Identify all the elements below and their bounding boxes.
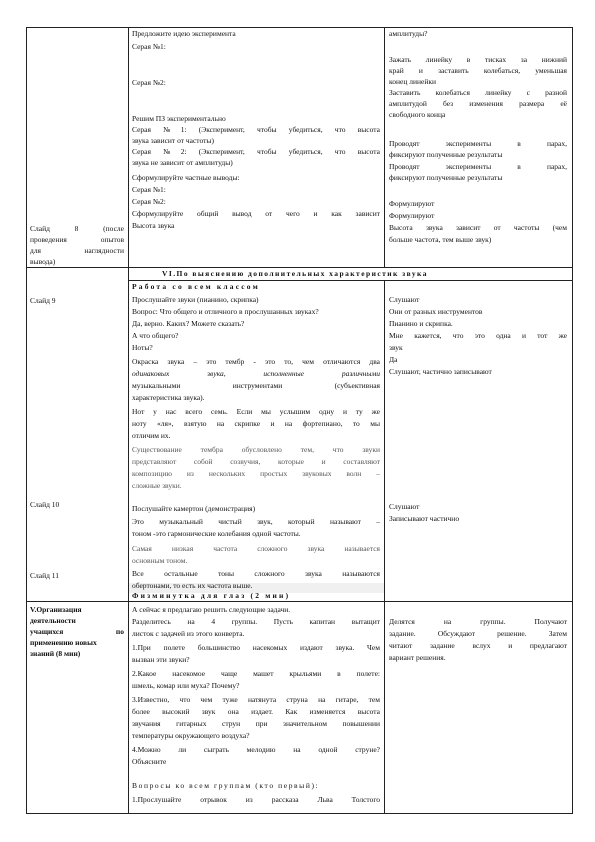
pure-tone-line2: тоном -это гармонические колебания одной частоты.	[132, 529, 301, 538]
task3-line1: 3.Известно, что чем туже натянута струна на гитаре, тем	[132, 696, 380, 704]
table-right-border	[572, 27, 573, 814]
slide8-label-line1: Слайд 8 (после	[30, 225, 124, 233]
tuning-fork: Послушайте камертон (демонстрация)	[132, 504, 256, 513]
overtones-line1: Все остальные тоны сложного звука называются	[132, 570, 380, 578]
fundamental-line1: Самая низкая частота сложного звука называется	[132, 545, 380, 553]
row1-right-clamp-line2: край и заставить колебаться, уменьшая	[389, 67, 567, 75]
table-top-border	[26, 27, 572, 28]
r2-piano-violin: Пианино и скрипка.	[389, 319, 453, 328]
row1-right-clamp-line3: конец линейки	[389, 77, 437, 86]
notes-line3: отличим их.	[132, 431, 171, 440]
table-left-border	[26, 27, 27, 814]
yes-right: Да, верно. Каких? Можете сказать?	[132, 319, 245, 328]
task3-line4: температуры окружающего воздуха?	[132, 731, 250, 740]
row1-right-exp1-line2: фиксируют полученные результаты	[389, 150, 503, 159]
row1-exp2-line2: звука не зависит от амплитуды)	[132, 158, 233, 167]
slide8-label-line3: для наглядности	[30, 247, 124, 255]
row1-right-exp2-line2: фиксируют полученные результаты	[389, 173, 503, 182]
row1-solve: Решим ПЗ экспериментально	[132, 114, 226, 123]
task4-line1: 4.Можно ли сыграть мелодию на одной струне?	[132, 746, 380, 754]
row1-exp2-line1: Серая №2: (Эксперимент, чтобы убедиться, что высота	[132, 148, 380, 156]
section5-line2: деятельности	[30, 616, 76, 625]
tasks-intro: А сейчас я предлагаю решить следующие задачи.	[132, 605, 291, 614]
notes-line2: ноту «ля», взятую на скрипке и на фортепиано, то мы	[132, 420, 380, 428]
section5-line4: применению новых	[30, 638, 97, 647]
row1-right-ampl-line1: Заставить колебаться линейку с разной	[389, 89, 567, 97]
task3-line3: звучания гитарных струн при значительном повышении	[132, 720, 380, 728]
work-class-title: Работа со всем классом	[132, 282, 260, 291]
r2-instruments: Они от разных инструментов	[389, 307, 483, 316]
row-divider-section6	[26, 267, 572, 268]
fundamental-line2: основным тоном.	[132, 556, 188, 565]
tolstoy-task: 1.Прослушайте отрывок из рассказа Льва Толстого	[132, 796, 380, 804]
row1-general-conclusion: Сформулируйте общий вывод от чего и как зависит	[132, 210, 380, 218]
slide8-label-line4: вывода)	[30, 257, 56, 266]
r2-write-partially: Записывают частично	[389, 514, 460, 523]
exist-line1: Существование тембра обусловлено тем, что звуки	[132, 446, 380, 454]
listen-sounds: Прослушайте звуки (пианино, скрипка)	[132, 295, 259, 304]
r2-yes: Да	[389, 355, 398, 364]
row1-concl-group2: Серая №2:	[132, 197, 166, 206]
timbre-def-line2: одинаковых звука, исполненные различными	[132, 370, 380, 378]
row1-group2: Серая №2:	[132, 78, 166, 87]
row1-right-formulate2: Формулируют	[389, 211, 435, 220]
row1-right-amplitude: амплитуды?	[389, 29, 428, 38]
r2-listen-2: Слушают	[389, 502, 420, 511]
task3-line2: более высокий звук она издает. Как изменяется высота	[132, 708, 380, 716]
slide10-label: Слайд 10	[30, 500, 60, 509]
row1-right-ampl-line3: свободного конца	[389, 110, 446, 119]
row1-exp1-line1: Серая №1: (Эксперимент, чтобы убедиться, что высота	[132, 126, 380, 134]
section5-line5: знаний (8 мин)	[30, 649, 81, 658]
pure-tone-line1: Это музыкальный чистый звук, который называют –	[132, 518, 380, 526]
slide9-label: Слайд 9	[30, 296, 56, 305]
row1-pitch: Высота звука	[132, 221, 175, 230]
exist-line3: композицию из нескольких простых звуковых волн –	[132, 470, 380, 478]
timbre-def-line1: Окраска звука – это тембр - это то, чем отличаются два	[132, 358, 380, 366]
row1-right-ampl-line2: амплитудой без изменения размера её	[389, 100, 567, 108]
section5-line1: V.Организация	[30, 605, 82, 614]
row1-partial-conclusions: Сформулируйте частные выводы:	[132, 173, 240, 182]
r2-listen-partially: Слушают, частично записывают	[389, 367, 492, 376]
row1-exp1-line2: звука зависит от частоты)	[132, 136, 214, 145]
section5-line3: учащихся по	[30, 628, 124, 636]
question-common: Вопрос: Что общего и отличного в прослушанных звуках?	[132, 307, 319, 316]
slide8-label-line2: проведения опытов	[30, 236, 124, 244]
row-divider-section6-bottom	[128, 280, 572, 281]
row1-right-answer-line1: Высота звука зависит от частоты (чем	[389, 224, 567, 232]
overtones-line2: обертонами, то есть их частота выше.	[132, 581, 253, 590]
task2-line1: 2.Какое насекомое чаще машет крыльями в полете:	[132, 670, 380, 678]
r3-groups-line1: Делятся на группы. Получают	[389, 618, 567, 626]
r3-groups-line3: читают задание вслух и предлагают	[389, 642, 567, 650]
col-divider-1	[128, 27, 129, 814]
slide11-label: Слайд 11	[30, 571, 60, 580]
r2-same-sound-line1: Мне кажется, что это одна и тот же	[389, 332, 567, 340]
timbre-def-line3: музыкальными инструментами (субъективная	[132, 382, 380, 390]
eye-exercise: Физминутка для глаз (2 мин)	[132, 591, 291, 600]
idea-prompt: Предложите идею эксперимента	[132, 29, 236, 38]
col-divider-2b	[384, 280, 385, 814]
what-common: А что общего?	[132, 331, 179, 340]
row1-right-answer-line2: больше частота, тем выше звук)	[389, 235, 492, 244]
exist-line4: сложные звуки.	[132, 481, 182, 490]
split-groups: Разделитесь на 4 группы. Пусть капитан вытащит	[132, 618, 380, 626]
task4-line2: Объясните	[132, 757, 167, 766]
col-divider-2	[384, 27, 385, 267]
task1-line1: 1.При полете большинство насекомых издают звука. Чем	[132, 644, 380, 652]
r3-groups-line4: вариант решения.	[389, 653, 446, 662]
row1-right-formulate1: Формулируют	[389, 199, 435, 208]
r3-groups-line2: задание. Обсуждают решение. Затем	[389, 630, 567, 638]
row1-right-exp2-line1: Проводят эксперименты в парах,	[389, 163, 567, 171]
row1-right-exp1-line1: Проводят эксперименты в парах,	[389, 140, 567, 148]
task2-line2: шмель, комар или муха? Почему?	[132, 681, 240, 690]
questions-all-groups: Вопросы ко всем группам (кто первый):	[132, 781, 320, 790]
row1-group1: Серая №1:	[132, 42, 166, 51]
section6-heading: VI.По выяснению дополнительных характеристик звука	[162, 269, 428, 278]
timbre-def-line4: характеристика звука).	[132, 393, 205, 402]
row1-right-clamp-line1: Зажать линейку в тисках за нижний	[389, 56, 567, 64]
row1-concl-group1: Серая №1:	[132, 185, 166, 194]
r2-listen: Слушают	[389, 295, 420, 304]
table-bottom-border	[26, 813, 572, 814]
task1-line2: вызван эти звуки?	[132, 655, 190, 664]
r2-same-sound-line2: звук	[389, 343, 403, 352]
take-card: листок с задачей из этого конверта.	[132, 629, 245, 638]
notes-question: Ноты?	[132, 343, 153, 352]
notes-line1: Нот у нас всего семь. Если мы услышим одну и ту же	[132, 408, 380, 416]
exist-line2: представляют собой созвучия, которые и составляют	[132, 458, 380, 466]
row-divider-section5	[26, 601, 572, 602]
